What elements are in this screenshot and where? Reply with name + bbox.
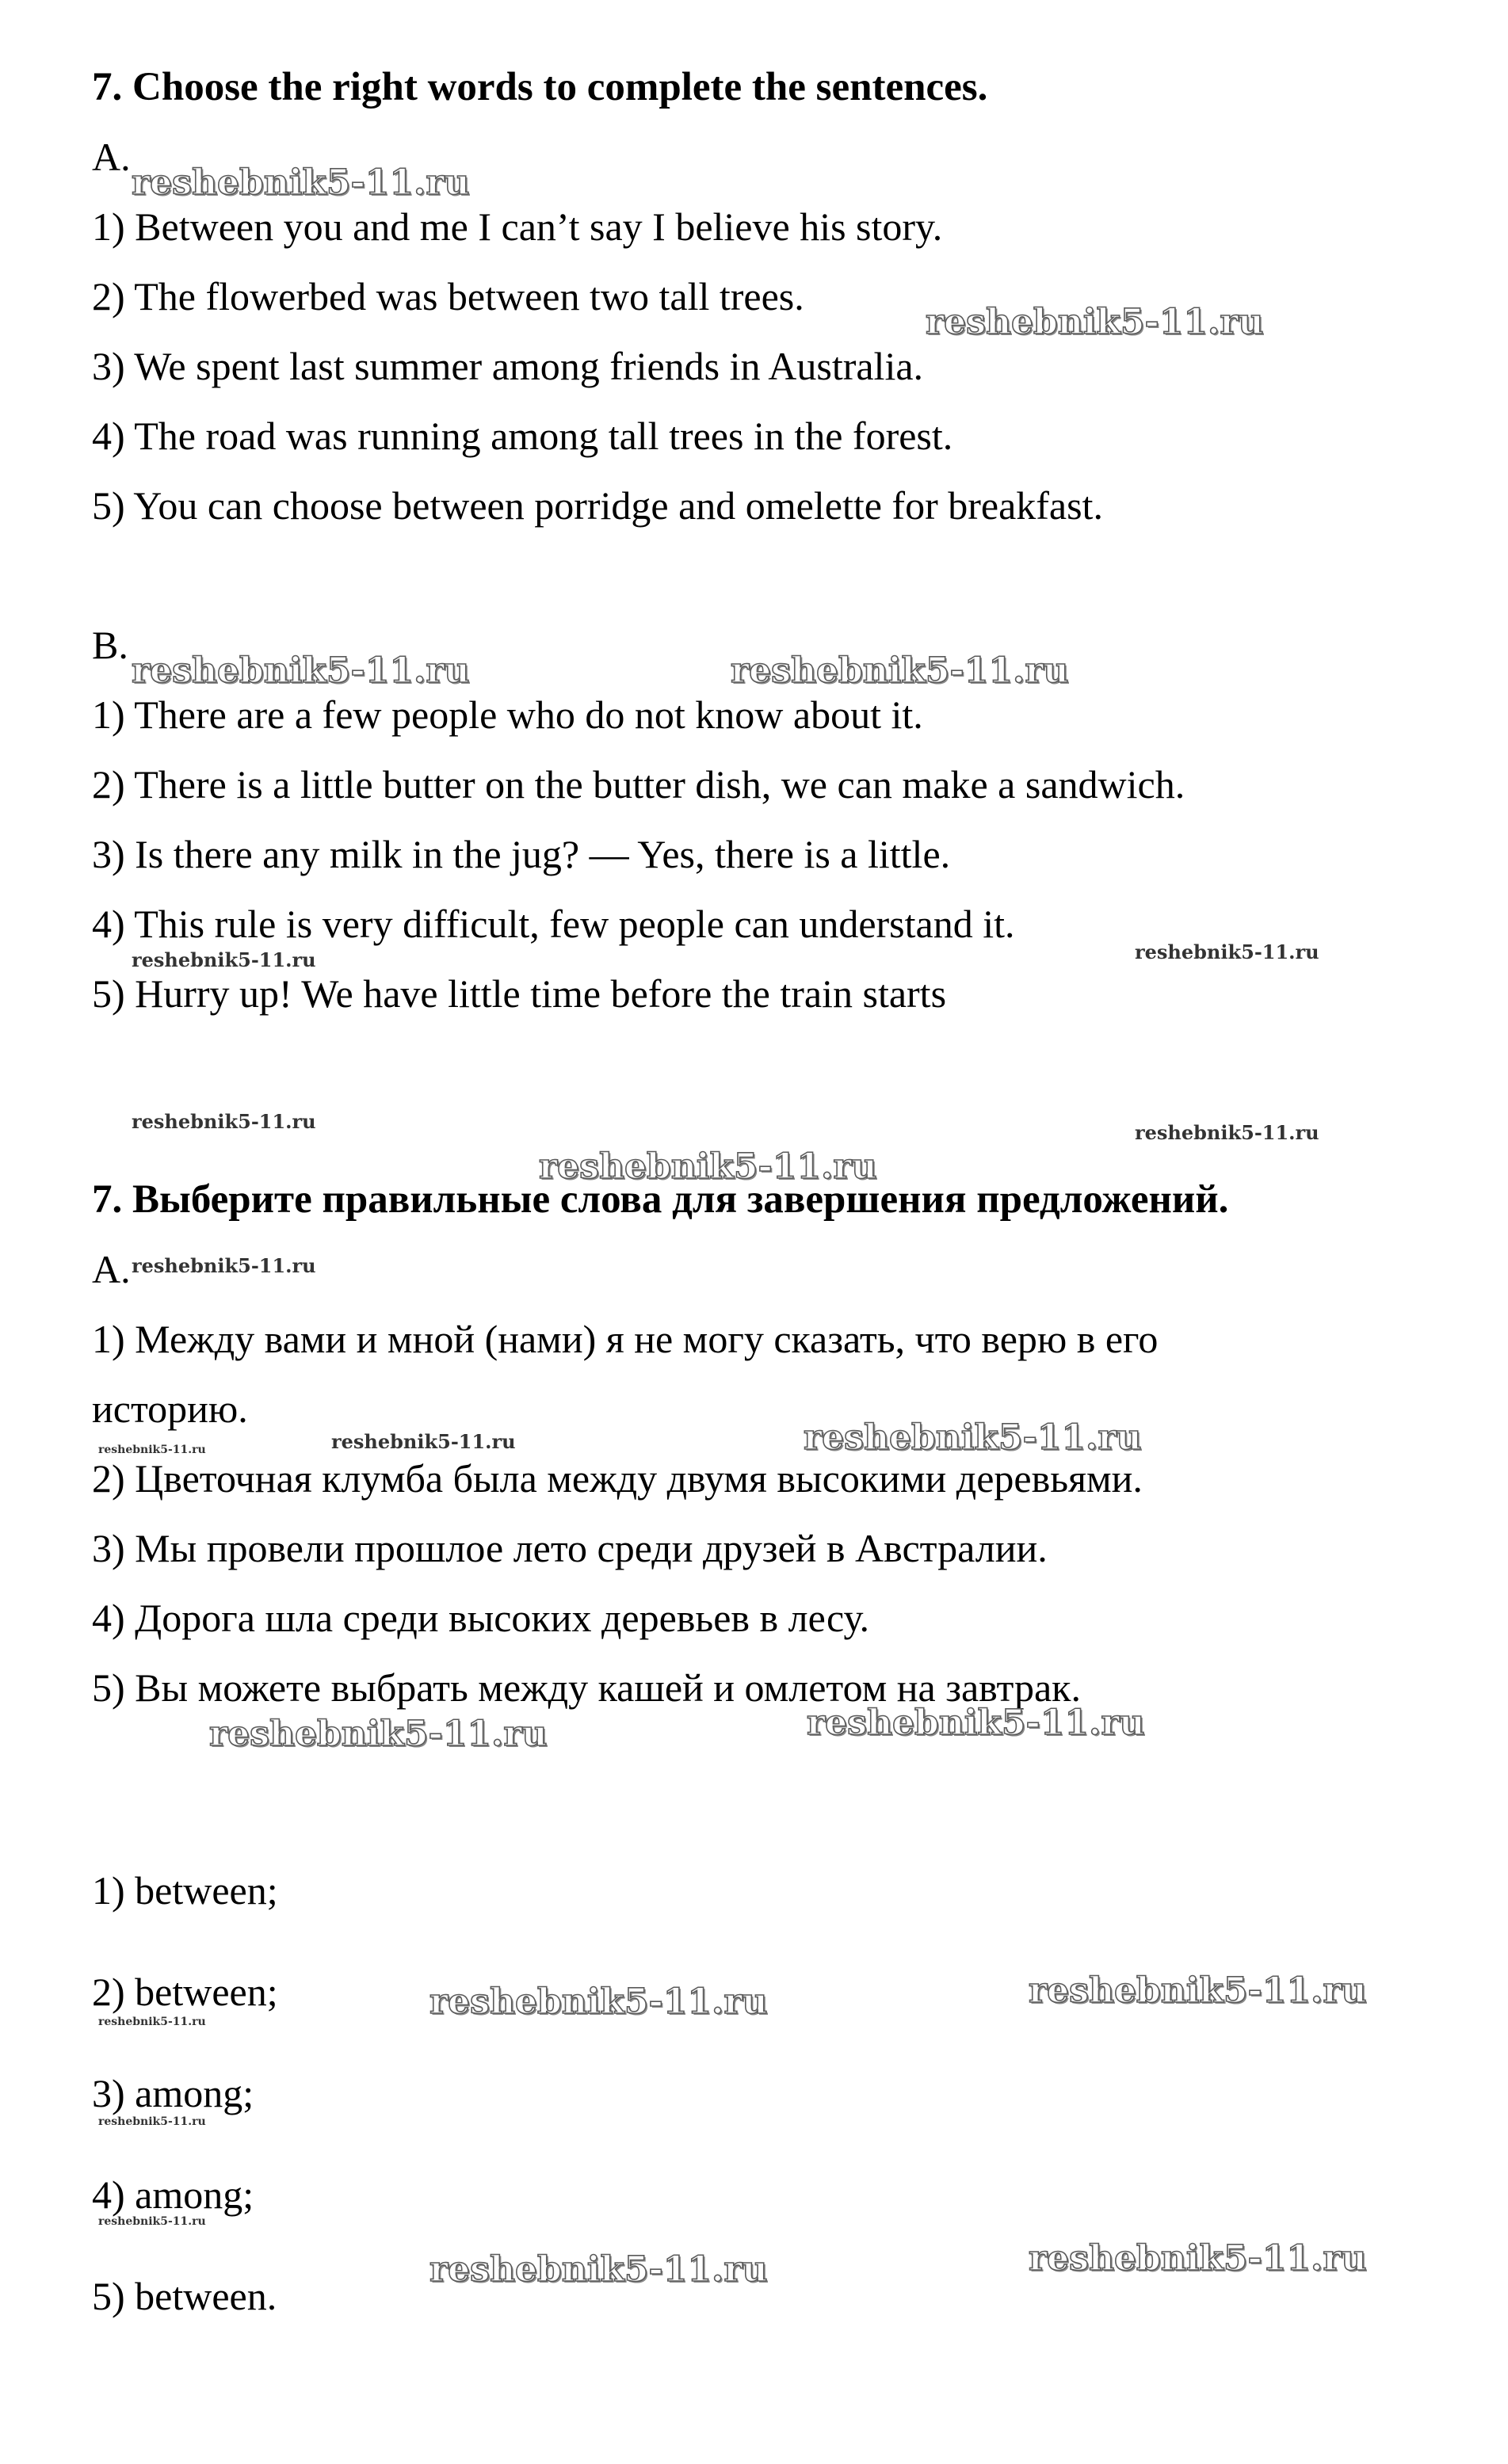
watermark: reshebnik5-11.ru [132,162,470,203]
part-b-label-en: B. [92,623,128,667]
watermark: reshebnik5-11.ru [804,1417,1142,1458]
watermark: reshebnik5-11.ru [132,650,470,691]
sentence-b4-en: 4) This rule is very difficult, few people can understand it. [92,902,1015,946]
watermark: reshebnik5-11.ru [731,650,1069,691]
watermark: reshebnik5-11.ru [429,2249,768,2290]
answer-2: 2) between; [92,1970,278,2014]
part-a-label-ru: A. [92,1247,131,1291]
sentence-b5-en: 5) Hurry up! We have little time before the train starts [92,971,947,1016]
watermark: reshebnik5-11.ru [1029,1970,1367,2011]
watermark: reshebnik5-11.ru [132,1110,316,1133]
watermark: reshebnik5-11.ru [331,1430,516,1453]
sentence-a4-ru: 4) Дорога шла среди высоких деревьев в лесу. [92,1596,870,1640]
watermark: reshebnik5-11.ru [429,1981,768,2022]
sentence-a1-en: 1) Between you and me I can’t say I believe his story. [92,204,943,249]
watermark: reshebnik5-11.ru [132,948,316,971]
watermark: reshebnik5-11.ru [1135,1121,1319,1144]
sentence-a5-ru: 5) Вы можете выбрать между кашей и омлетом на завтрак. [92,1665,1081,1710]
answer-5: 5) between. [92,2274,277,2318]
section-heading-en: 7. Choose the right words to complete the sentences. [92,65,988,109]
answer-1: 1) between; [92,1868,278,1913]
watermark: reshebnik5-11.ru [98,1444,206,1456]
sentence-a2-ru: 2) Цветочная клумба была между двумя высокими деревьями. [92,1456,1143,1501]
answer-4: 4) among; [92,2172,254,2217]
watermark: reshebnik5-11.ru [1135,940,1319,963]
answer-3: 3) among; [92,2071,254,2115]
part-a-label-en: A. [92,135,131,179]
sentence-b2-en: 2) There is a little butter on the butter dish, we can make a sandwich. [92,762,1185,807]
sentence-a3-en: 3) We spent last summer among friends in Australia. [92,344,924,388]
sentence-a1-ru-line2: историю. [92,1386,248,1431]
sentence-a4-en: 4) The road was running among tall trees in the forest. [92,414,953,458]
watermark: reshebnik5-11.ru [926,302,1264,342]
watermark: reshebnik5-11.ru [98,2215,206,2228]
sentence-b1-en: 1) There are a few people who do not know about it. [92,692,923,737]
watermark: reshebnik5-11.ru [98,2115,206,2128]
watermark: reshebnik5-11.ru [807,1703,1145,1743]
watermark: reshebnik5-11.ru [539,1146,877,1187]
sentence-a1-ru-line1: 1) Между вами и мной (нами) я не могу сказать, что верю в его [92,1317,1159,1361]
section-heading-ru: 7. Выберите правильные слова для завершения предложений. [92,1177,1229,1222]
sentence-a2-en: 2) The flowerbed was between two tall trees. [92,274,804,318]
watermark: reshebnik5-11.ru [209,1714,548,1754]
watermark: reshebnik5-11.ru [1029,2238,1367,2279]
watermark: reshebnik5-11.ru [132,1254,316,1277]
watermark: reshebnik5-11.ru [98,2016,206,2028]
sentence-a5-en: 5) You can choose between porridge and omelette for breakfast. [92,483,1103,528]
sentence-b3-en: 3) Is there any milk in the jug? — Yes, there is a little. [92,832,951,876]
sentence-a3-ru: 3) Мы провели прошлое лето среди друзей в Австралии. [92,1526,1048,1570]
